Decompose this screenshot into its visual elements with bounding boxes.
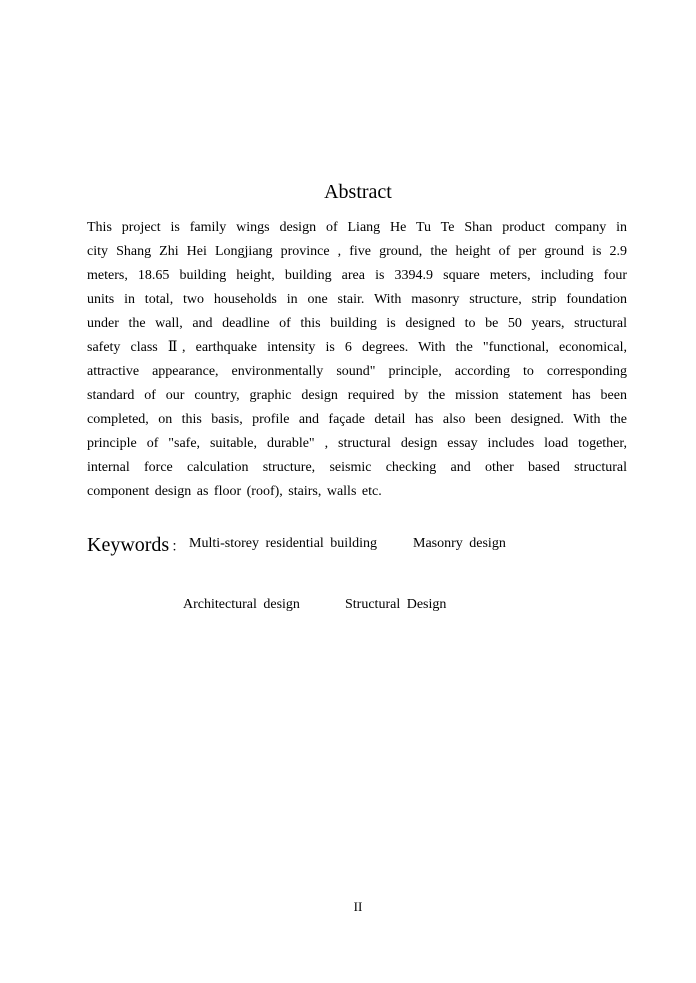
keywords-heading xyxy=(87,532,185,561)
abstract-line: internal force calculation structure, seismic checking and other based structural xyxy=(87,460,627,475)
keyword-item: Architectural design xyxy=(183,597,300,612)
abstract-line: standard of our country, graphic design required by the mission statement has been xyxy=(87,388,627,403)
keyword-item: Structural Design xyxy=(345,597,447,612)
abstract-line: meters, 18.65 building height, building area is 3394.9 square meters, including four xyxy=(87,268,627,283)
abstract-line: principle of "safe, suitable, durable" , structural design essay includes load together, xyxy=(87,436,627,451)
keyword-item: Multi-storey residential building xyxy=(189,536,377,551)
abstract-line: component design as floor (roof), stairs, walls etc. xyxy=(87,484,382,499)
keywords-label: Keywords xyxy=(87,534,170,556)
keywords-colon: ： xyxy=(171,540,186,555)
keyword-item: Masonry design xyxy=(413,536,506,551)
abstract-body xyxy=(87,216,627,504)
abstract-line: under the wall, and deadline of this building is designed to be 50 years, structural xyxy=(87,316,627,331)
abstract-line: completed, on this basis, profile and façade detail has also been designed. With the xyxy=(87,412,627,427)
abstract-line: city Shang Zhi Hei Longjiang province , five ground, the height of per ground is 2.9 xyxy=(87,244,627,259)
abstract-line: safety class Ⅱ, earthquake intensity is 6 degrees. With the "functional, economical, xyxy=(87,340,627,355)
abstract-line: attractive appearance, environmentally sound" principle, according to corresponding xyxy=(87,364,627,379)
abstract-line: This project is family wings design of Liang He Tu Te Shan product company in xyxy=(87,220,627,235)
page-number: II xyxy=(353,899,363,914)
abstract-title: Abstract xyxy=(324,181,392,203)
abstract-line: units in total, two households in one stair. With masonry structure, strip foundation xyxy=(87,292,627,307)
